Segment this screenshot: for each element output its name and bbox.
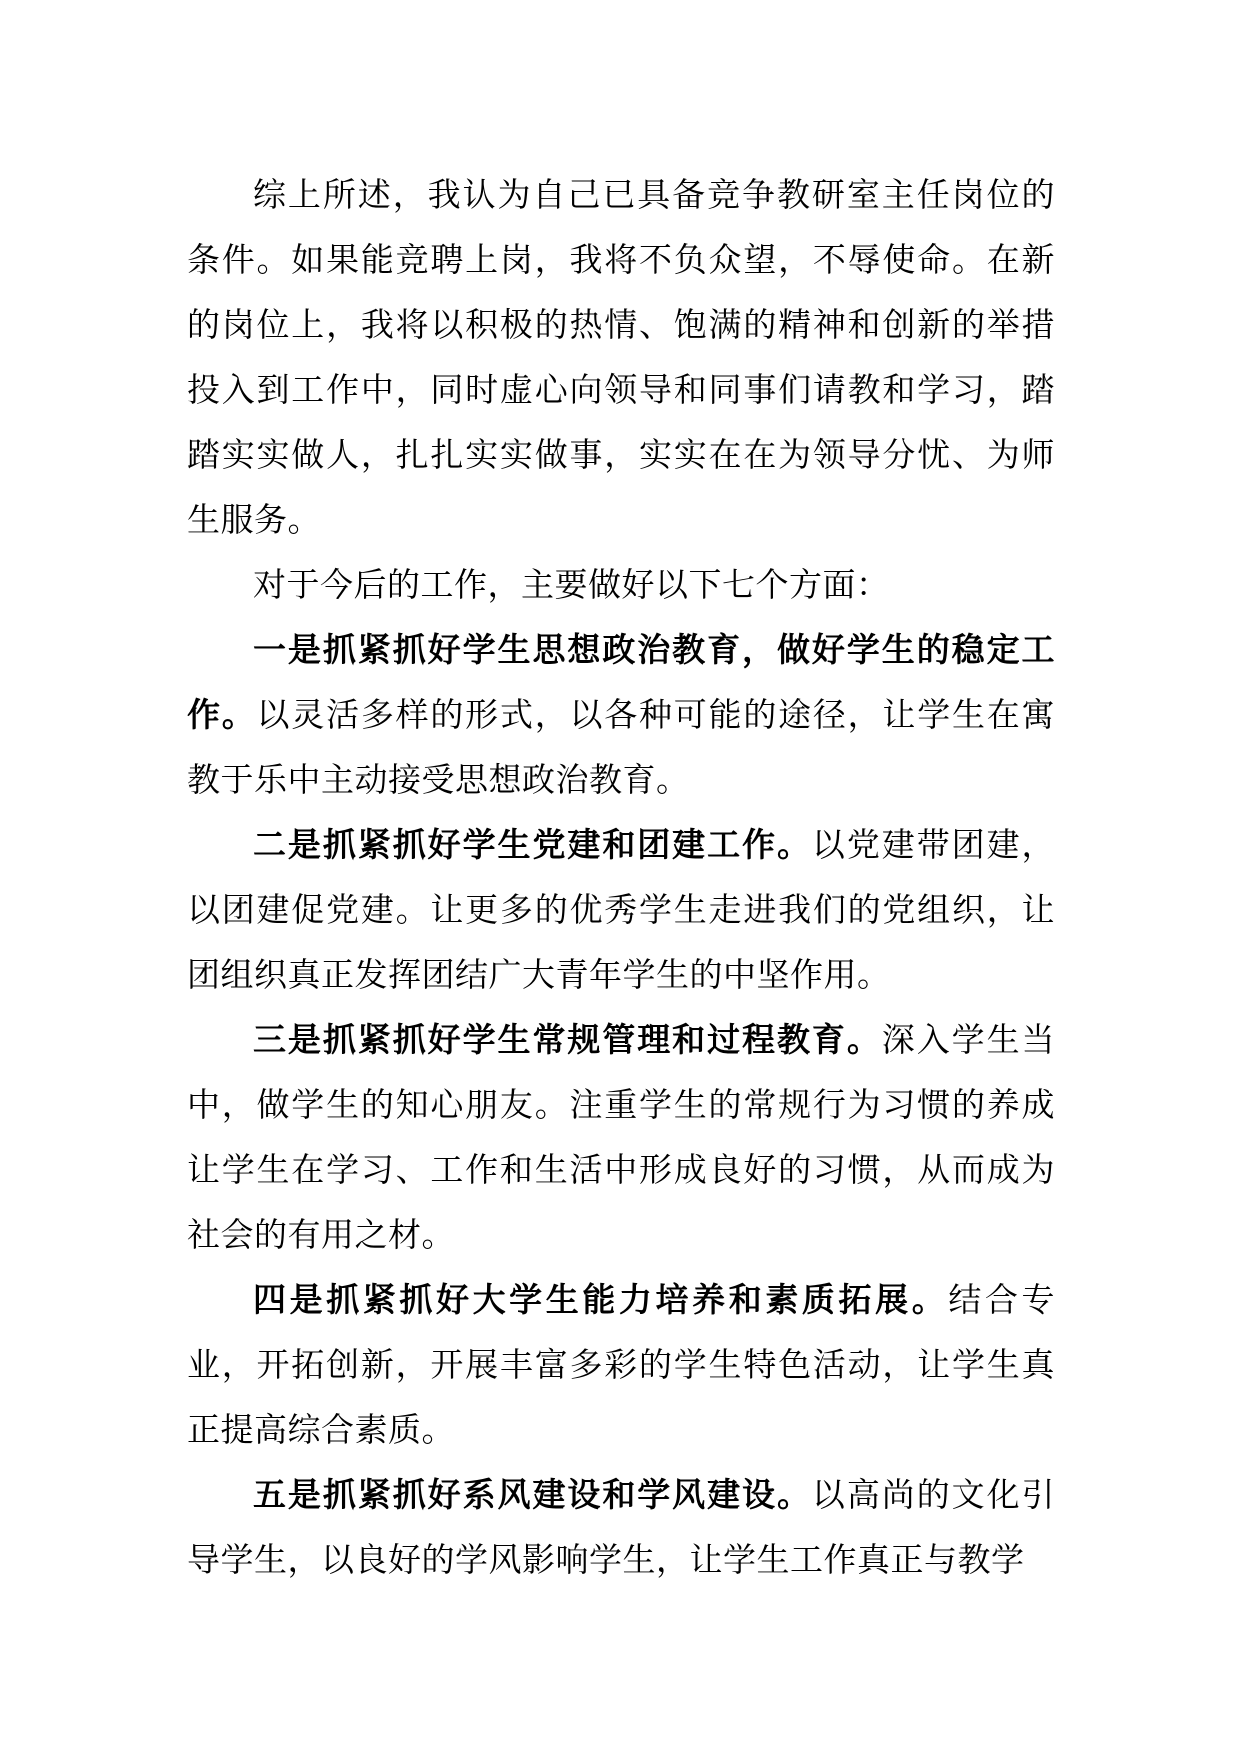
paragraph-point-two (187, 812, 1055, 1007)
paragraph-text: 以党建带团建，以团建促党建。让更多的优秀学生走进我们的党组织，让团组织真正发挥团结广大青年学生的中坚作用。 (187, 825, 1056, 994)
paragraph-text: 结合专业，开拓创新，开展丰富多彩的学生特色活动，让学生真正提高综合素质。 (187, 1280, 1056, 1449)
document-body (187, 162, 1055, 1592)
paragraph-conclusion (187, 162, 1055, 552)
paragraph-point-three (187, 1007, 1055, 1267)
point-four-heading: 四是抓紧抓好大学生能力培养和素质拓展。 (253, 1280, 949, 1319)
paragraph-intro-seven-aspects (187, 552, 1055, 617)
paragraph-point-one (187, 617, 1055, 812)
paragraph-point-four (187, 1267, 1055, 1462)
point-three-heading: 三是抓紧抓好学生常规管理和过程教育。 (253, 1020, 882, 1059)
paragraph-text: 综上所述，我认为自己已具备竞争教研室主任岗位的条件。如果能竞聘上岗，我将不负众望，不辱使命。在新的岗位上，我将以积极的热情、饱满的精神和创新的举措投入到工作中，同时虚心向领导和同事们请教和学习，踏踏实实做人，扎扎实实做事，实实在在为领导分忧、为师生服务。 (187, 175, 1055, 539)
paragraph-point-five (187, 1462, 1055, 1592)
paragraph-text: 深入学生当中，做学生的知心朋友。注重学生的常规行为习惯的养成让学生在学习、工作和生活中形成良好的习惯，从而成为社会的有用之材。 (187, 1020, 1056, 1254)
paragraph-text: 以高尚的文化引导学生，以良好的学风影响学生，让学生工作真正与教学 (187, 1475, 1056, 1579)
paragraph-text: 以灵活多样的形式，以各种可能的途径，让学生在寓教于乐中主动接受思想政治教育。 (187, 695, 1056, 799)
paragraph-text: 对于今后的工作，主要做好以下七个方面： (253, 565, 890, 604)
point-two-heading: 二是抓紧抓好学生党建和团建工作。 (253, 825, 812, 864)
point-one-heading: 一是抓紧抓好学生思想政治教育，做好学生的稳定工作。 (187, 630, 1055, 734)
point-five-heading: 五是抓紧抓好系风建设和学风建设。 (253, 1475, 812, 1514)
